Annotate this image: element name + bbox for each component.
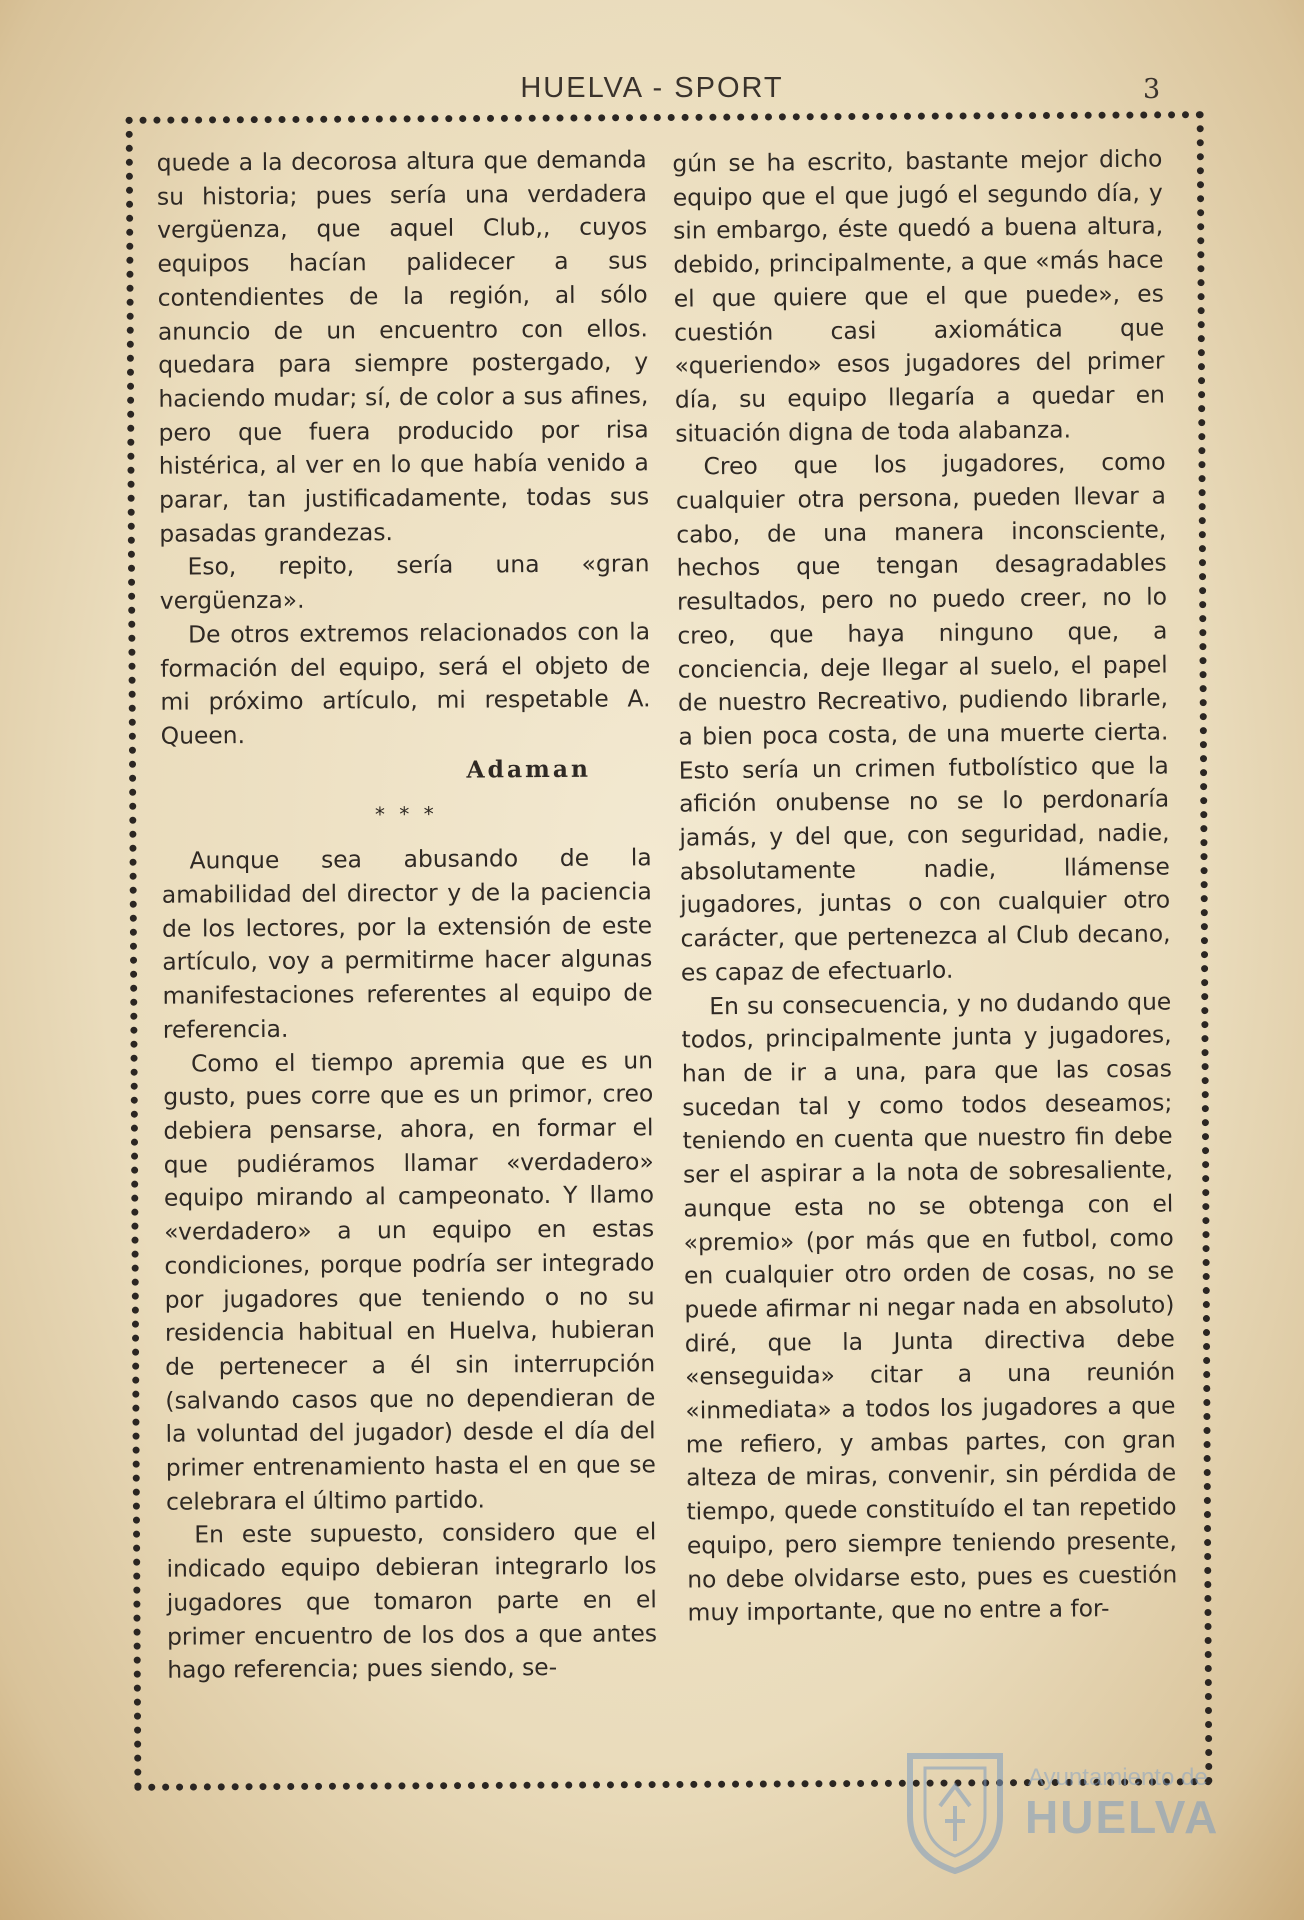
- paragraph: gún se ha escrito, bastante mejor dicho equipo que el que jugó el segundo día, y sin embargo, éste quedó a buena altura, debido, principalmente, a que «más hace el que quiere que el que puede», es cuestión casi axiomática que «queriendo» esos jugadores del primer día, su equipo llegaría a quedar en situación digna de toda alabanza.: [672, 144, 1166, 448]
- asterism-separator: * * *: [374, 802, 438, 827]
- municipal-watermark: [900, 1738, 1240, 1888]
- paragraph: Eso, repito, sería una «gran vergüenza».: [159, 549, 650, 615]
- left-column: [157, 143, 658, 1687]
- paragraph: Creo que los jugadores, como cualquier otra persona, pueden llevar a cabo, de una manera inconsciente, hechos que tengan desagradables resultados, pero no puedo creer, no lo creo, que haya ninguno que, a conciencia, deje llegar al suelo, el papel de nuestro Recreativo, pudiendo librarle, a bien poca costa, de una muerte cierta. Esto sería un crimen futbolístico que la afición onubense no se lo perdonaría jamás, y del que, con seguridad, nadie, absolutamente nadie, llámense jugadores, juntas o con cualquier otro carácter, que pertenezca al Club decano, es capaz de efectuarlo.: [675, 447, 1171, 987]
- watermark-line-2: HUELVA: [1025, 1791, 1220, 1843]
- page-number: 3: [1143, 74, 1161, 105]
- paragraph: quede a la decorosa altura que demanda su historia; pues sería una verdadera vergüenza, que aquel Club,, cuyos equipos hacían palidecer a sus contendientes de la región, al sólo anuncio de un encuentro con ellos. quedara para siempre postergado, y haciendo mudar; sí, de color a sus afines, pero que fuera producido por risa histérica, al ver en lo que había venido a parar, tan justificadamente, todas sus pasadas grandezas.: [156, 145, 650, 548]
- right-column: [672, 142, 1178, 1630]
- author-signature: Adaman: [466, 754, 592, 784]
- paragraph: Como el tiempo apremia que es un gusto, pues corre que es un primor, creo debiera pensarse, ahora, en formar el que pudiéramos llamar «verdadero» equipo mirando al campeonato. Y llamo «verdadero» a un equipo en estas condiciones, porque podría ser integrado por jugadores que teniendo o no su residencia habitual en Huelva, hubieran de pertenecer a él sin interrupción (salvando casos que no dependieran de la voluntad del jugador) desde el día del primer entrenamiento hasta el en que se celebrara el último partido.: [163, 1045, 656, 1516]
- paragraph: En este supuesto, considero que el indicado equipo debieran integrarlo los jugadores que tomaron parte en el primer encuentro de los dos a que antes hago referencia; pues siendo, se-: [166, 1517, 658, 1684]
- paragraph: En su consecuencia, y no dudando que todos, principalmente junta y jugadores, han de ir a una, para que las cosas sucedan tal y como todos deseamos; teniendo en cuenta que nuestro fin debe ser el aspirar a la nota de sobresaliente, aunque esta no se obtenga con el «premio» (por más que en futbol, como en cualquier otro orden de cosas, no se puede afirmar ni negar nada en absoluto) diré, que la Junta directiva debe «enseguida» citar a una reunión «inmediata» a todos los jugadores a que me refiero, y ambas partes, con gran alteza de miras, convenir, sin pérdida de tiempo, quede constituído el tan repetido equipo, pero siempre teniendo presente, no debe olvidarse esto, pues es cuestión muy importante, que no entre a for-: [681, 987, 1178, 1627]
- watermark-line-1: Ayuntamiento de: [1028, 1764, 1208, 1791]
- publication-title: HUELVA - SPORT: [520, 72, 784, 104]
- coat-of-arms-icon: [900, 1746, 1010, 1876]
- paragraph: Aunque sea abusando de la amabilidad del director y de la paciencia de los lectores, por la extensión de este artículo, voy a permitirme hacer algunas manifestaciones referentes al equipo de referencia.: [161, 843, 653, 1044]
- paragraph: De otros extremos relacionados con la formación del equipo, será el objeto de mi próximo artículo, mi respetable A. Queen.: [160, 617, 651, 750]
